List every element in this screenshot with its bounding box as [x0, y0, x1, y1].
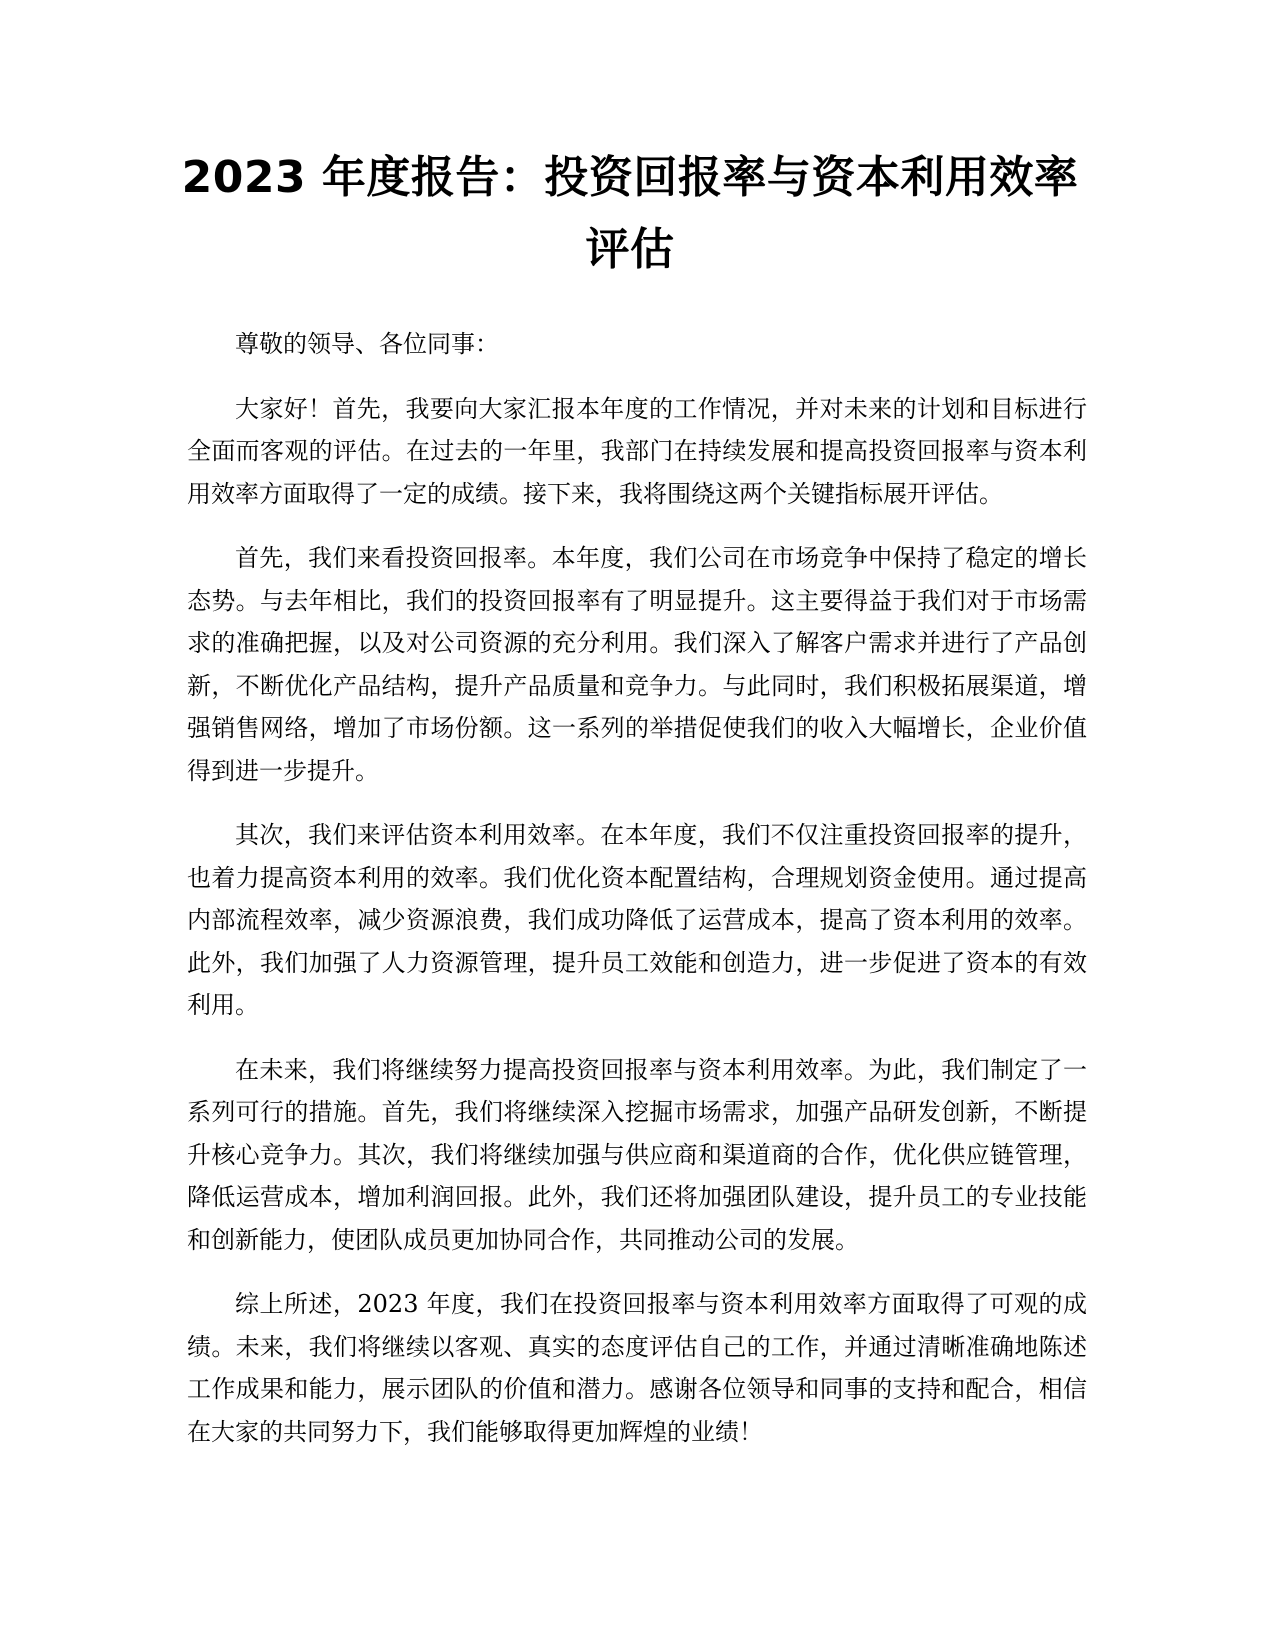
body-paragraph-capital-efficiency: 其次，我们来评估资本利用效率。在本年度，我们不仅注重投资回报率的提升，也着力提高资本利用的效率。我们优化资本配置结构，合理规划资金使用。通过提高内部流程效率，减少资源浪费，我们成功降低了运营成本，提高了资本利用的效率。此外，我们加强了人力资源管理，提升员工效能和创造力，进一步促进了资本的有效利用。: [187, 821, 1087, 1019]
body-paragraph-conclusion: 综上所述，2023 年度，我们在投资回报率与资本利用效率方面取得了可观的成绩。未来，我们将继续以客观、真实的态度评估自己的工作，并通过清晰准确地陈述工作成果和能力，展示团队的价值和潜力。感谢各位领导和同事的支持和配合，相信在大家的共同努力下，我们能够取得更加辉煌的业绩！: [187, 1290, 1087, 1446]
body-paragraph-future-plans: 在未来，我们将继续努力提高投资回报率与资本利用效率。为此，我们制定了一系列可行的措施。首先，我们将继续深入挖掘市场需求，加强产品研发创新，不断提升核心竞争力。其次，我们将继续加强与供应商和渠道商的合作，优化供应链管理，降低运营成本，增加利润回报。此外，我们还将加强团队建设，提升员工的专业技能和创新能力，使团队成员更加协同合作，共同推动公司的发展。: [187, 1055, 1087, 1254]
body-paragraph-intro: 大家好！首先，我要向大家汇报本年度的工作情况，并对未来的计划和目标进行全面而客观的评估。在过去的一年里，我部门在持续发展和提高投资回报率与资本利用效率方面取得了一定的成绩。接下来，我将围绕这两个关键指标展开评估。: [187, 394, 1087, 508]
greeting-paragraph: 尊敬的领导、各位同事：: [235, 330, 499, 358]
body-paragraph-roi: 首先，我们来看投资回报率。本年度，我们公司在市场竞争中保持了稳定的增长态势。与去年相比，我们的投资回报率有了明显提升。这主要得益于我们对于市场需求的准确把握，以及对公司资源的充分利用。我们深入了解客户需求并进行了产品创新，不断优化产品结构，提升产品质量和竞争力。与此同时，我们积极拓展渠道，增强销售网络，增加了市场份额。这一系列的举措促使我们的收入大幅增长，企业价值得到进一步提升。: [187, 544, 1087, 785]
document-body: [187, 323, 1087, 1475]
document-title: 2023 年度报告：投资回报率与资本利用效率评估: [181, 152, 1079, 275]
